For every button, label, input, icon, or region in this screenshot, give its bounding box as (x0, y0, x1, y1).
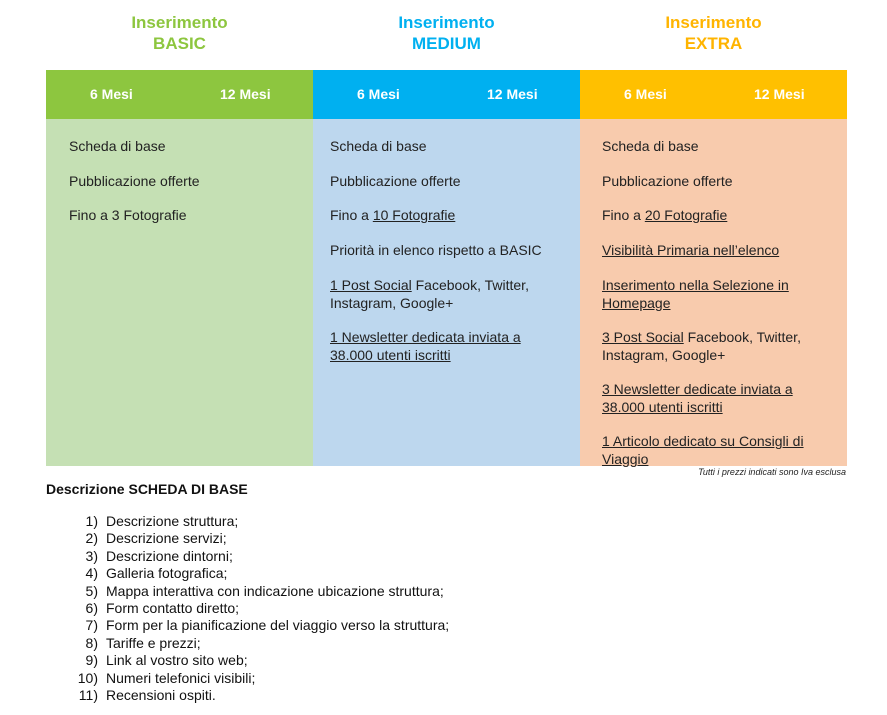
feature-item (330, 328, 560, 364)
feature-item (602, 380, 832, 416)
list-number: 3) (85, 547, 98, 564)
features-column-extra (580, 119, 847, 466)
plan-title-line2: BASIC (153, 34, 206, 53)
plan-title-line1: Inserimento (131, 13, 228, 32)
duration-6-months[interactable]: 6 Mesi (357, 86, 400, 102)
feature-link[interactable]: 20 Fotografie (644, 207, 728, 223)
list-number: 11) (78, 687, 98, 704)
feature-item (602, 137, 832, 155)
feature-link[interactable]: Inserimento nella Selezione in Homepage (602, 277, 789, 311)
feature-link[interactable]: 1 Newsletter dedicata inviata a 38.000 utenti iscritti (330, 329, 521, 363)
features-column-medium (313, 119, 580, 466)
duration-6-months[interactable]: 6 Mesi (90, 86, 133, 102)
list-item (46, 583, 449, 600)
feature-text: Scheda di base (330, 138, 427, 154)
list-text: Form contatto diretto; (106, 600, 240, 617)
duration-band-medium (313, 70, 580, 119)
list-text: Descrizione servizi; (106, 530, 227, 547)
feature-item (330, 137, 560, 155)
duration-band-extra (580, 70, 847, 119)
feature-item (602, 241, 832, 259)
feature-link[interactable]: 1 Post Social (330, 277, 412, 293)
feature-item (330, 206, 560, 224)
features-column-basic (46, 119, 313, 466)
list-number: 1) (85, 513, 98, 529)
list-text: Link al vostro sito web; (106, 652, 248, 669)
plan-title-line1: Inserimento (398, 13, 495, 32)
list-number: 2) (85, 530, 98, 547)
list-text: Mappa interattiva con indicazione ubicazione struttura; (106, 582, 444, 599)
duration-12-months[interactable]: 12 Mesi (220, 86, 271, 102)
duration-band-basic (46, 70, 313, 119)
feature-text: Priorità in elenco rispetto a BASIC (330, 242, 542, 258)
feature-item (602, 328, 832, 364)
feature-item (330, 241, 560, 259)
plan-title-basic (46, 12, 313, 54)
feature-text: Facebook, Twitter, Instagram, Google+ (330, 277, 529, 311)
duration-6-months[interactable]: 6 Mesi (624, 86, 667, 102)
list-number: 8) (85, 634, 98, 651)
list-text: Descrizione struttura; (106, 513, 239, 529)
feature-text: Scheda di base (69, 138, 166, 154)
list-number: 10) (77, 669, 98, 686)
feature-link[interactable]: 10 Fotografie (372, 207, 456, 223)
list-item (46, 548, 449, 565)
list-item (46, 670, 449, 687)
price-note: Tutti i prezzi indicati sono Iva esclusa (698, 467, 846, 477)
duration-12-months[interactable]: 12 Mesi (487, 86, 538, 102)
feature-text: Pubblicazione offerte (69, 173, 200, 189)
feature-link[interactable]: 3 Newsletter dedicate inviata a 38.000 utenti iscritti (602, 381, 793, 415)
duration-12-months[interactable]: 12 Mesi (754, 86, 805, 102)
feature-text: Fino a 3 Fotografie (69, 207, 187, 223)
feature-text: Facebook, Twitter, Instagram, Google+ (602, 329, 801, 363)
list-item (46, 513, 449, 530)
list-text: Recensioni ospiti. (106, 687, 216, 704)
feature-item (69, 172, 299, 190)
feature-item (602, 432, 832, 468)
list-text: Galleria fotografica; (106, 565, 228, 582)
list-text: Form per la pianificazione del viaggio verso la struttura; (106, 617, 450, 634)
list-item (46, 565, 449, 582)
list-item (46, 635, 449, 652)
feature-item (602, 206, 832, 224)
list-number: 7) (85, 617, 98, 634)
list-item (46, 530, 449, 547)
list-text: Descrizione dintorni; (106, 547, 233, 564)
feature-item (602, 172, 832, 190)
plan-title-medium (313, 12, 580, 54)
list-item (46, 652, 449, 669)
list-number: 5) (85, 582, 98, 599)
feature-text: Fino a (330, 207, 373, 223)
plan-title-line2: EXTRA (684, 34, 743, 53)
feature-link[interactable]: 3 Post Social (602, 329, 684, 345)
feature-text: Pubblicazione offerte (330, 173, 461, 189)
description-list (46, 513, 449, 704)
list-text: Numeri telefonici visibili; (106, 669, 256, 686)
feature-text: Scheda di base (602, 138, 699, 154)
feature-item (602, 276, 832, 312)
list-item (46, 617, 449, 634)
plan-title-line2: MEDIUM (412, 34, 481, 53)
list-item (46, 600, 449, 617)
list-number: 6) (85, 600, 98, 617)
feature-item (69, 137, 299, 155)
list-number: 4) (85, 565, 98, 582)
plan-title-line1: Inserimento (665, 13, 762, 32)
feature-item (330, 172, 560, 190)
description-title: Descrizione SCHEDA DI BASE (46, 481, 248, 497)
feature-item (69, 206, 299, 224)
feature-text: Pubblicazione offerte (602, 173, 733, 189)
list-text: Tariffe e prezzi; (106, 634, 201, 651)
list-number: 9) (85, 652, 98, 669)
feature-text: Fino a (602, 207, 645, 223)
list-item (46, 687, 449, 704)
feature-item (330, 276, 560, 312)
plan-title-extra (580, 12, 847, 54)
feature-link[interactable]: Visibilità Primaria nell’elenco (602, 242, 780, 258)
feature-link[interactable]: 1 Articolo dedicato su Consigli di Viaggio (602, 433, 804, 467)
